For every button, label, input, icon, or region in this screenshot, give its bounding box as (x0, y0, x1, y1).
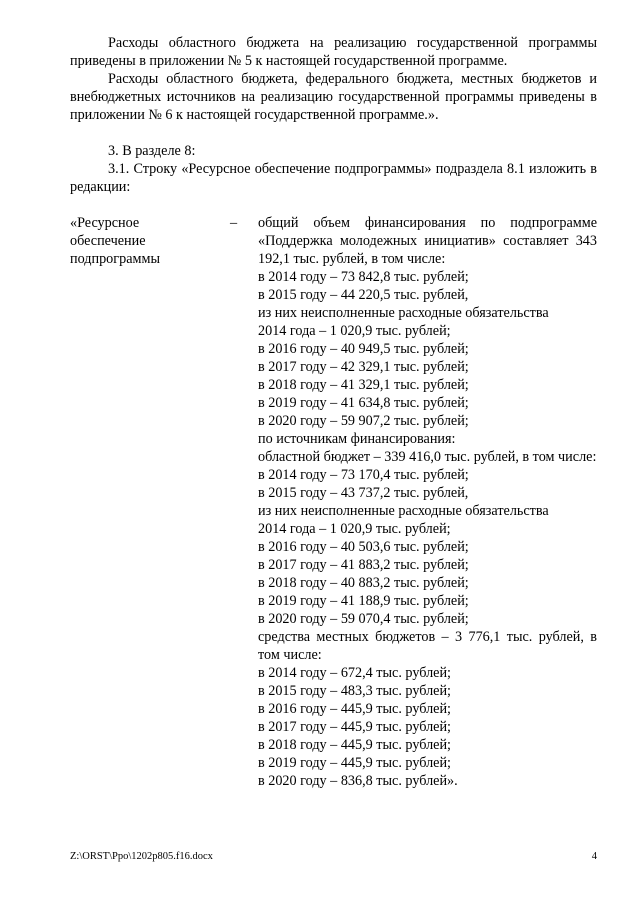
resource-line: в 2017 году – 41 883,2 тыс. рублей; (258, 557, 469, 573)
resource-label (70, 214, 230, 790)
resource-line: в 2019 году – 445,9 тыс. рублей; (258, 755, 451, 771)
section-subitem-text: 3.1. Строку «Ресурсное обеспечение подпрограммы» подраздела 8.1 изложить в редакции: (70, 161, 597, 195)
spacer (70, 124, 597, 142)
resource-line: в 2017 году – 42 329,1 тыс. рублей; (258, 359, 469, 375)
resource-line: в 2016 году – 40 949,5 тыс. рублей; (258, 341, 469, 357)
page-footer (70, 851, 597, 862)
resource-dash: – (230, 215, 238, 231)
resource-label-line: обеспечение (70, 233, 146, 249)
resource-total-line: общий объем финансирования по подпрограмме «Поддержка молодежных инициатив» составляет 343 192,1 тыс. рублей, в том числе: (258, 215, 597, 267)
resource-line: в 2020 году – 59 070,4 тыс. рублей; (258, 611, 469, 627)
resource-line: в 2014 году – 73 842,8 тыс. рублей; (258, 269, 469, 285)
resource-line: в 2018 году – 445,9 тыс. рублей; (258, 737, 451, 753)
resource-line: в 2016 году – 445,9 тыс. рублей; (258, 701, 451, 717)
resource-label-line: подпрограммы (70, 251, 160, 267)
paragraph-budget-appendix-6: Расходы областного бюджета, федерального бюджета, местных бюджетов и внебюджетных источников на реализацию государственной программы приведены в приложении № 6 к настоящей государственной программе.». (70, 71, 597, 123)
resource-line: в 2020 году – 59 907,2 тыс. рублей; (258, 413, 469, 429)
resource-regional-budget-line: областной бюджет – 339 416,0 тыс. рублей, в том числе: (258, 449, 597, 465)
document-page (70, 34, 597, 790)
resource-line: в 2014 году – 73 170,4 тыс. рублей; (258, 467, 469, 483)
resource-line: в 2015 году – 483,3 тыс. рублей; (258, 683, 451, 699)
resource-line: в 2016 году – 40 503,6 тыс. рублей; (258, 539, 469, 555)
footer-page-number: 4 (591, 851, 597, 862)
spacer (70, 196, 597, 214)
paragraph-budget-appendix-5: Расходы областного бюджета на реализацию государственной программы приведены в приложении № 5 к настоящей государственной программе. (70, 35, 597, 69)
resource-table (70, 214, 597, 790)
resource-line: в 2014 году – 672,4 тыс. рублей; (258, 665, 451, 681)
resource-line: в 2018 году – 40 883,2 тыс. рублей; (258, 575, 469, 591)
resource-line: в 2015 году – 43 737,2 тыс. рублей, (258, 485, 469, 501)
resource-line: из них неисполненные расходные обязательства (258, 503, 549, 519)
resource-label-line: «Ресурсное (70, 215, 140, 231)
resource-content (258, 214, 597, 790)
resource-line: в 2020 году – 836,8 тыс. рублей». (258, 773, 458, 789)
resource-local-budget-line: средства местных бюджетов – 3 776,1 тыс. рублей, в том числе: (258, 629, 597, 663)
resource-line: по источникам финансирования: (258, 431, 456, 447)
resource-line: в 2019 году – 41 634,8 тыс. рублей; (258, 395, 469, 411)
resource-line: 2014 года – 1 020,9 тыс. рублей; (258, 323, 451, 339)
resource-line: в 2019 году – 41 188,9 тыс. рублей; (258, 593, 469, 609)
resource-line: из них неисполненные расходные обязательства (258, 305, 549, 321)
section-item-heading: 3. В разделе 8: (108, 143, 196, 159)
resource-line: в 2015 году – 44 220,5 тыс. рублей, (258, 287, 469, 303)
resource-line: в 2017 году – 445,9 тыс. рублей; (258, 719, 451, 735)
resource-line: 2014 года – 1 020,9 тыс. рублей; (258, 521, 451, 537)
footer-file-path: Z:\ORST\Ppo\1202p805.f16.docx (70, 851, 213, 862)
resource-line: в 2018 году – 41 329,1 тыс. рублей; (258, 377, 469, 393)
